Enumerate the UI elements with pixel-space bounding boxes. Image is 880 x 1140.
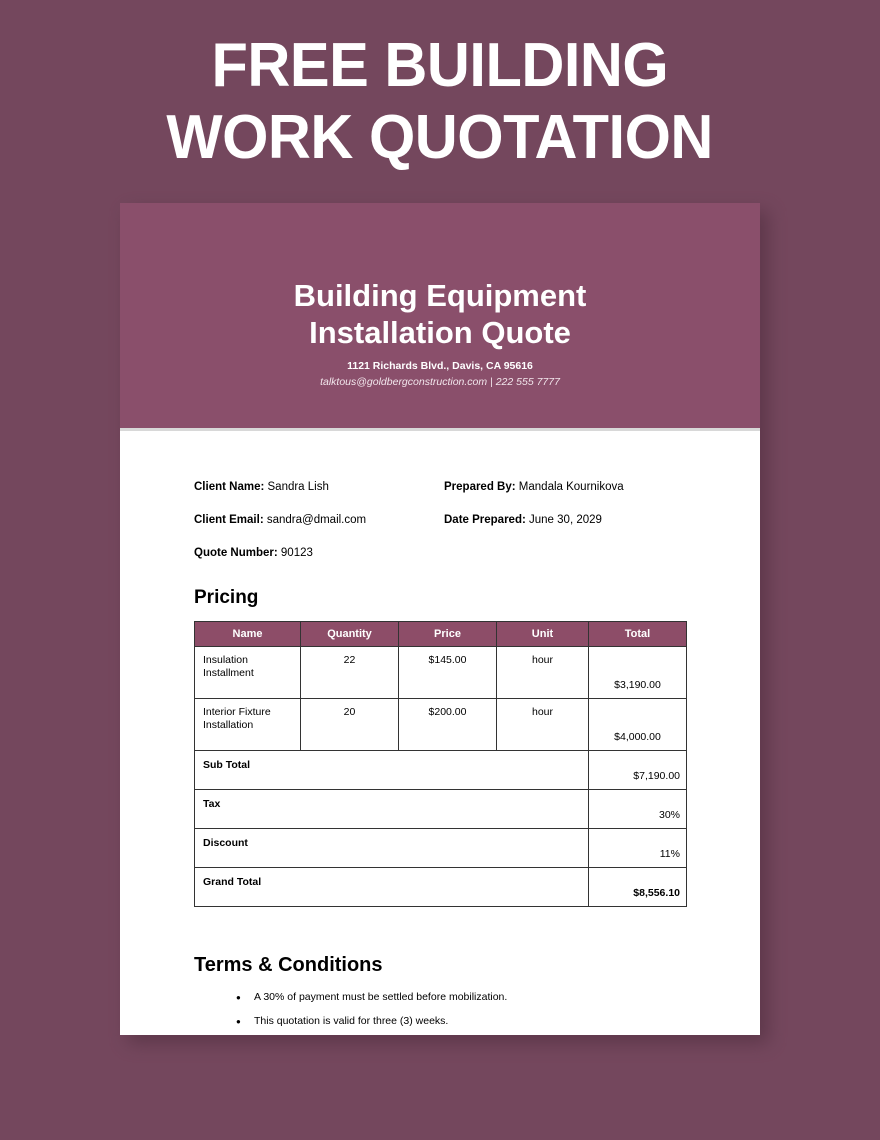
column-header-quantity: Quantity	[301, 622, 399, 647]
page-banner	[0, 0, 880, 203]
table-row	[195, 699, 687, 751]
pricing-table-header-row	[195, 622, 687, 647]
quote-number-value: 90123	[280, 547, 313, 559]
subtotal-label: Sub Total	[195, 751, 589, 790]
preparer-info-column	[436, 480, 686, 579]
banner-title-line-2: WORK QUOTATION	[166, 102, 714, 172]
item-price: $145.00	[399, 647, 497, 699]
column-header-total: Total	[589, 622, 687, 647]
pricing-heading: Pricing	[194, 587, 259, 608]
document-header	[120, 203, 760, 431]
client-email-label: Client Email:	[194, 514, 264, 526]
item-unit: hour	[497, 647, 589, 699]
item-unit: hour	[497, 699, 589, 751]
item-name: Insulation Installment	[195, 647, 301, 699]
company-contact: talktous@goldbergconstruction.com | 222 555 7777	[320, 376, 560, 388]
client-name-label: Client Name:	[194, 481, 265, 493]
tax-label: Tax	[195, 790, 589, 829]
grand-total-value: $8,556.10	[589, 868, 687, 907]
summary-row-grand-total	[195, 868, 687, 907]
client-info-column	[194, 480, 436, 579]
prepared-by-row	[444, 480, 686, 494]
quote-meta	[194, 480, 686, 579]
table-row	[195, 647, 687, 699]
item-quantity: 22	[301, 647, 399, 699]
tax-value: 30%	[589, 790, 687, 829]
item-price: $200.00	[399, 699, 497, 751]
client-email-value: sandra@dmail.com	[266, 514, 367, 526]
prepared-by-value: Mandala Kournikova	[518, 481, 624, 493]
terms-heading: Terms & Conditions	[194, 954, 383, 976]
client-email-row	[194, 513, 436, 527]
date-prepared-value: June 30, 2029	[529, 514, 602, 526]
company-address: 1121 Richards Blvd., Davis, CA 95616	[347, 360, 533, 372]
date-prepared-row	[444, 513, 686, 527]
client-name-value: Sandra Lish	[267, 481, 329, 493]
quote-number-label: Quote Number:	[194, 547, 278, 559]
column-header-unit: Unit	[497, 622, 589, 647]
prepared-by-label: Prepared By:	[444, 481, 516, 493]
column-header-name: Name	[195, 622, 301, 647]
quotation-document	[120, 203, 760, 1035]
date-prepared-label: Date Prepared:	[444, 514, 526, 526]
item-total: $4,000.00	[589, 699, 687, 751]
summary-row-tax	[195, 790, 687, 829]
column-header-price: Price	[399, 622, 497, 647]
document-title: Building Equipment Installation Quote	[293, 278, 587, 350]
grand-total-label: Grand Total	[195, 868, 589, 907]
list-item: ● A 30% of payment must be settled before mobilization.	[236, 990, 686, 1005]
summary-row-subtotal	[195, 751, 687, 790]
discount-value: 11%	[589, 829, 687, 868]
discount-label: Discount	[195, 829, 589, 868]
document-body	[120, 480, 760, 1029]
pricing-table	[194, 621, 687, 907]
quote-number-row	[194, 546, 436, 560]
banner-title-line-1: FREE BUILDING	[211, 30, 669, 100]
terms-list	[194, 990, 686, 1029]
subtotal-value: $7,190.00	[589, 751, 687, 790]
item-name: Interior Fixture Installation	[195, 699, 301, 751]
summary-row-discount	[195, 829, 687, 868]
item-total: $3,190.00	[589, 647, 687, 699]
client-name-row	[194, 480, 436, 494]
list-item: ● This quotation is valid for three (3) weeks.	[236, 1014, 686, 1029]
item-quantity: 20	[301, 699, 399, 751]
